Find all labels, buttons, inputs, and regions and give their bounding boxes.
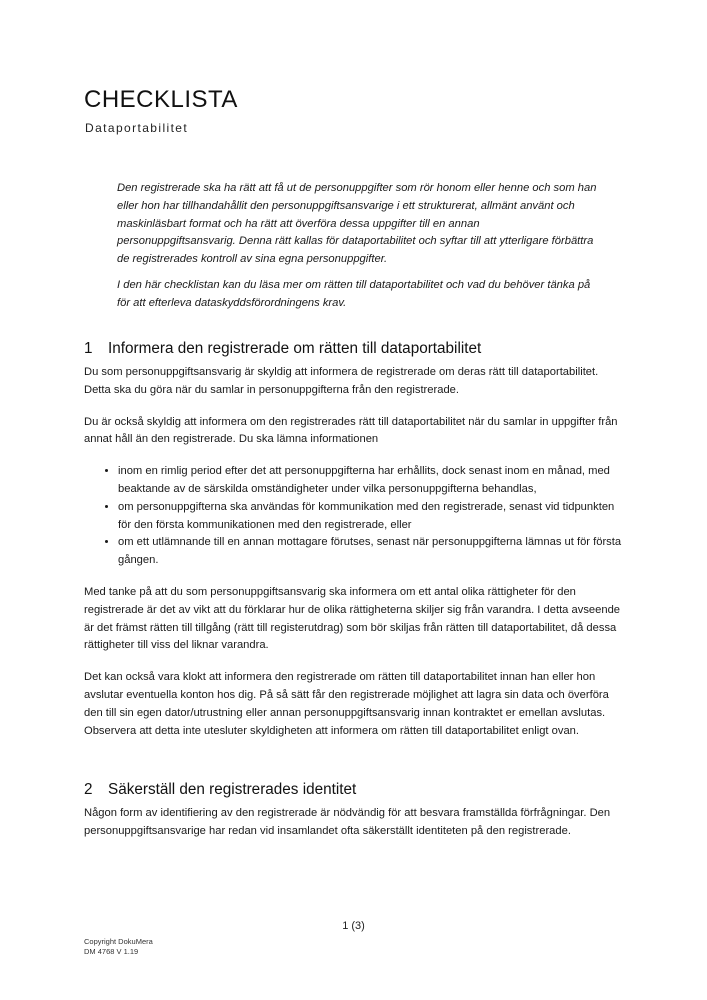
- body-paragraph: Du som personuppgiftsansvarig är skyldig att informera de registrerade om deras rätt till dataportabilitet. Detta ska du göra när du samlar in personuppgifterna från den registrerade.: [84, 366, 599, 396]
- bullet-list: [84, 463, 624, 570]
- section-1: [84, 340, 624, 754]
- list-item: • om ett utlämnande till en annan mottagare förutses, senast när personuppgifterna lämnas ut för första gången.: [118, 534, 624, 570]
- intro-paragraph: I den här checklistan kan du läsa mer om rätten till dataportabilitet och vad du behöver tänka på för att efterleva dataskyddsförordningens krav.: [117, 278, 591, 309]
- body-paragraph: Du är också skyldig att informera om den registrerades rätt till dataportabilitet när du samlar in uppgifter från annat håll än den registrerade. Du ska lämna informationen: [84, 415, 618, 446]
- page-title: CHECKLISTA: [84, 86, 238, 113]
- list-item: • inom en rimlig period efter det att personuppgifterna har erhållits, dock senast inom en månad, med beaktande av de särskilda omständigheter under vilka personuppgifterna behandlas,: [118, 463, 624, 499]
- document-id: DM 4768 V 1.19: [84, 947, 139, 956]
- section-title: Säkerställ den registrerades identitet: [108, 781, 357, 798]
- section-title: Informera den registrerade om rätten till dataportabilitet: [108, 340, 482, 357]
- body-paragraph: Med tanke på att du som personuppgiftsansvarig ska informera om ett antal olika rättigheter för den registrerade är det av vikt att du förklarar hur de olika rättigheterna skiljer sig från varandra. I detta avseende är det främst rätten till tillgång (rätt till registerutdrag) som bör skiljas från rätten till dataportabilitet, då dessa rättigheter till viss del liknar varandra.: [84, 585, 621, 652]
- footer: [84, 937, 153, 957]
- list-item: • om personuppgifterna ska användas för kommunikation med den registrerade, senast vid tidpunkten för den första kommunikationen med den registrerade, eller: [118, 499, 624, 535]
- page-number: 1 (3): [342, 920, 365, 932]
- section-heading: [84, 781, 624, 799]
- body-paragraph: Det kan också vara klokt att informera den registrerade om rätten till dataportabilitet innan han eller hon avslutar eventuella konton hos dig. På så sätt får den registrerade möjlighet att lagra sin data och överföra den till sin egen dator/utrustning eller annan personuppgiftsansvarig innan kontraktet er emellan avslutas. Observera att detta inte utesluter skyldigheten att informera om rätten till dataportabilitet enligt ovan.: [84, 671, 609, 737]
- intro-paragraph: Den registrerade ska ha rätt att få ut de personuppgifter som rör honom eller henne och som han eller hon har tillhandahållit den personuppgiftsansvarige i ett strukturerat, allmänt använt och maskinläsbart format och ha rätt att överföra dessa uppgifter till en annan personuppgiftsansvarig. Denna rätt kallas för dataportabilitet och syftar till att ytterligare förbättra de registrerades kontroll av sina egna personuppgifter.: [117, 182, 597, 266]
- page-subtitle: Dataportabilitet: [85, 121, 189, 135]
- section-number: 2: [84, 781, 93, 798]
- section-number: 1: [84, 340, 93, 357]
- intro-block: [117, 180, 597, 321]
- section-2: [84, 781, 624, 855]
- copyright-text: Copyright DokuMera: [84, 937, 153, 946]
- section-heading: [84, 340, 624, 358]
- body-paragraph: Någon form av identifiering av den registrerade är nödvändig för att besvara framställda förfrågningar. Den personuppgiftsansvarige har redan vid insamlandet ofta säkerställt identiteten på den registrerade.: [84, 807, 611, 837]
